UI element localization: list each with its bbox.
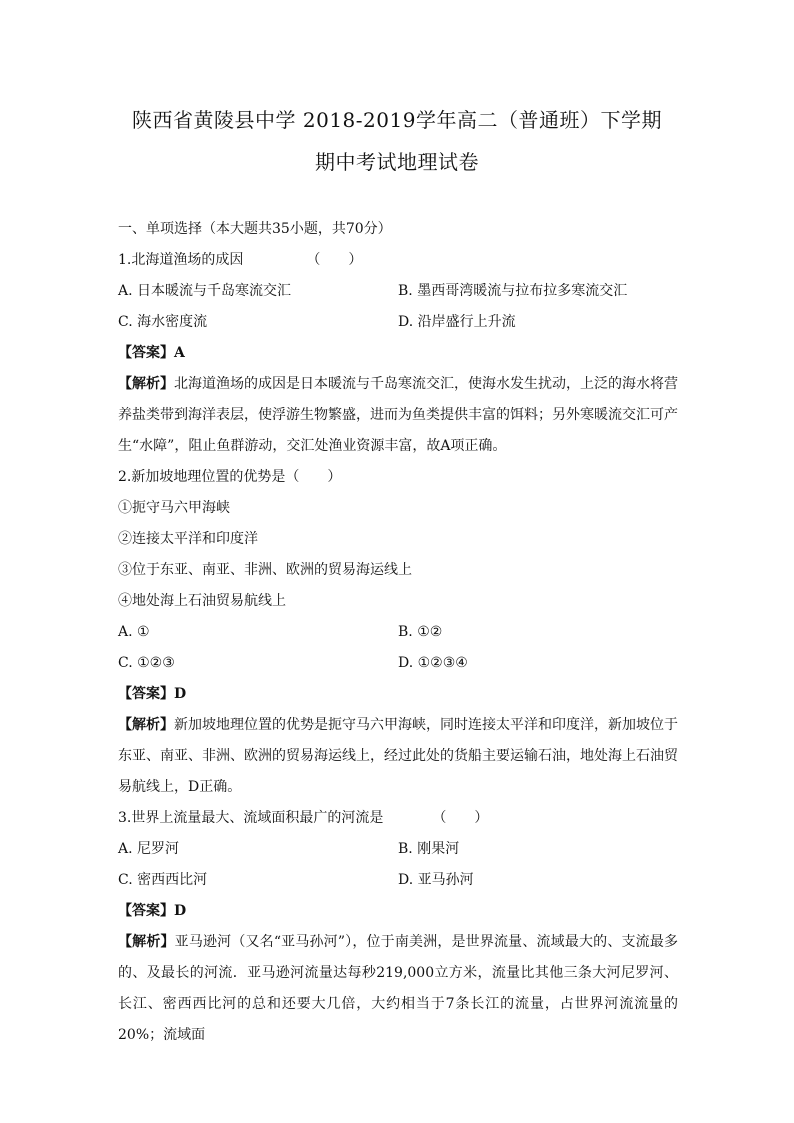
option-b: B. 刚果河 (398, 841, 460, 857)
analysis-paragraph (118, 927, 678, 1051)
option-c: C. ①②③ (118, 655, 175, 671)
analysis-text: 北海道渔场的成因是日本暖流与千岛寒流交汇，使海水发生扰动，上泛的海水将营养盐类带到海洋表层，使浮游生物繁盛，进而为鱼类提供丰富的饵料；另外寒暖流交汇可产生“水障”，阻止鱼群游动，交汇处渔业资源丰富，故A项正确。 (118, 376, 678, 454)
section-header: 一、单项选择（本大题共35小题，共70分） (118, 221, 392, 237)
option-row (118, 865, 678, 896)
analysis-paragraph (118, 710, 678, 803)
option-b: B. ①② (398, 624, 443, 640)
analysis-text: 亚马逊河（又名“亚马孙河”），位于南美洲，是世界流量、流域最大的、支流最多的、及最长的河流．亚马逊河流量达每秒219,000立方米，流量比其他三条大河尼罗河、长江、密西西比河的总和还要大几倍，大约相当于7条长江的流量，占世界河流流量的20%；流域面 (118, 934, 679, 1043)
option-row (118, 834, 678, 865)
option-a: A. 尼罗河 (118, 841, 180, 857)
option-row (118, 307, 678, 338)
analysis-label: 【解析】 (118, 934, 175, 950)
analysis-label: 【解析】 (118, 717, 174, 733)
question-stem: 2.新加坡地理位置的优势是（ ） (118, 469, 342, 485)
analysis-text: 新加坡地理位置的优势是扼守马六甲海峡，同时连接太平洋和印度洋，新加坡位于东亚、南亚、非洲、欧洲的贸易海运线上，经过此处的货船主要运输石油，地处海上石油贸易航线上，D正确。 (118, 717, 678, 795)
question-1 (118, 245, 678, 462)
statement-1: ①扼守马六甲海峡 (118, 500, 230, 516)
option-c: C. 海水密度流 (118, 314, 208, 330)
option-b: B. 墨西哥湾暖流与拉布拉多寒流交汇 (398, 283, 628, 299)
document-title-line2: 期中考试地理试卷 (315, 150, 479, 174)
question-2 (118, 462, 678, 803)
option-row (118, 276, 678, 307)
question-stem: 1.北海道渔场的成因 （ ） (118, 252, 363, 268)
analysis-paragraph (118, 369, 678, 462)
option-row (118, 617, 678, 648)
option-a: A. ① (118, 624, 150, 640)
answer-line: 【答案】D (118, 903, 187, 919)
question-3 (118, 803, 678, 1051)
option-d: D. ①②③④ (398, 655, 468, 671)
option-c: C. 密西西比河 (118, 872, 208, 888)
option-a: A. 日本暖流与千岛寒流交汇 (118, 283, 292, 299)
option-d: D. 沿岸盛行上升流 (398, 314, 516, 330)
option-d: D. 亚马孙河 (398, 872, 474, 888)
answer-line: 【答案】D (118, 686, 187, 702)
statement-2: ②连接太平洋和印度洋 (118, 531, 258, 547)
answer-line: 【答案】A (118, 345, 185, 361)
analysis-label: 【解析】 (118, 376, 174, 392)
statement-4: ④地处海上石油贸易航线上 (118, 593, 286, 609)
document-content (118, 214, 678, 1051)
document-title-line1: 陕西省黄陵县中学 2018-2019学年高二（普通班）下学期 (132, 108, 662, 132)
option-row (118, 648, 678, 679)
statement-3: ③位于东亚、南亚、非洲、欧洲的贸易海运线上 (118, 562, 412, 578)
question-stem: 3.世界上流量最大、流域面积最广的河流是 （ ） (118, 810, 489, 826)
